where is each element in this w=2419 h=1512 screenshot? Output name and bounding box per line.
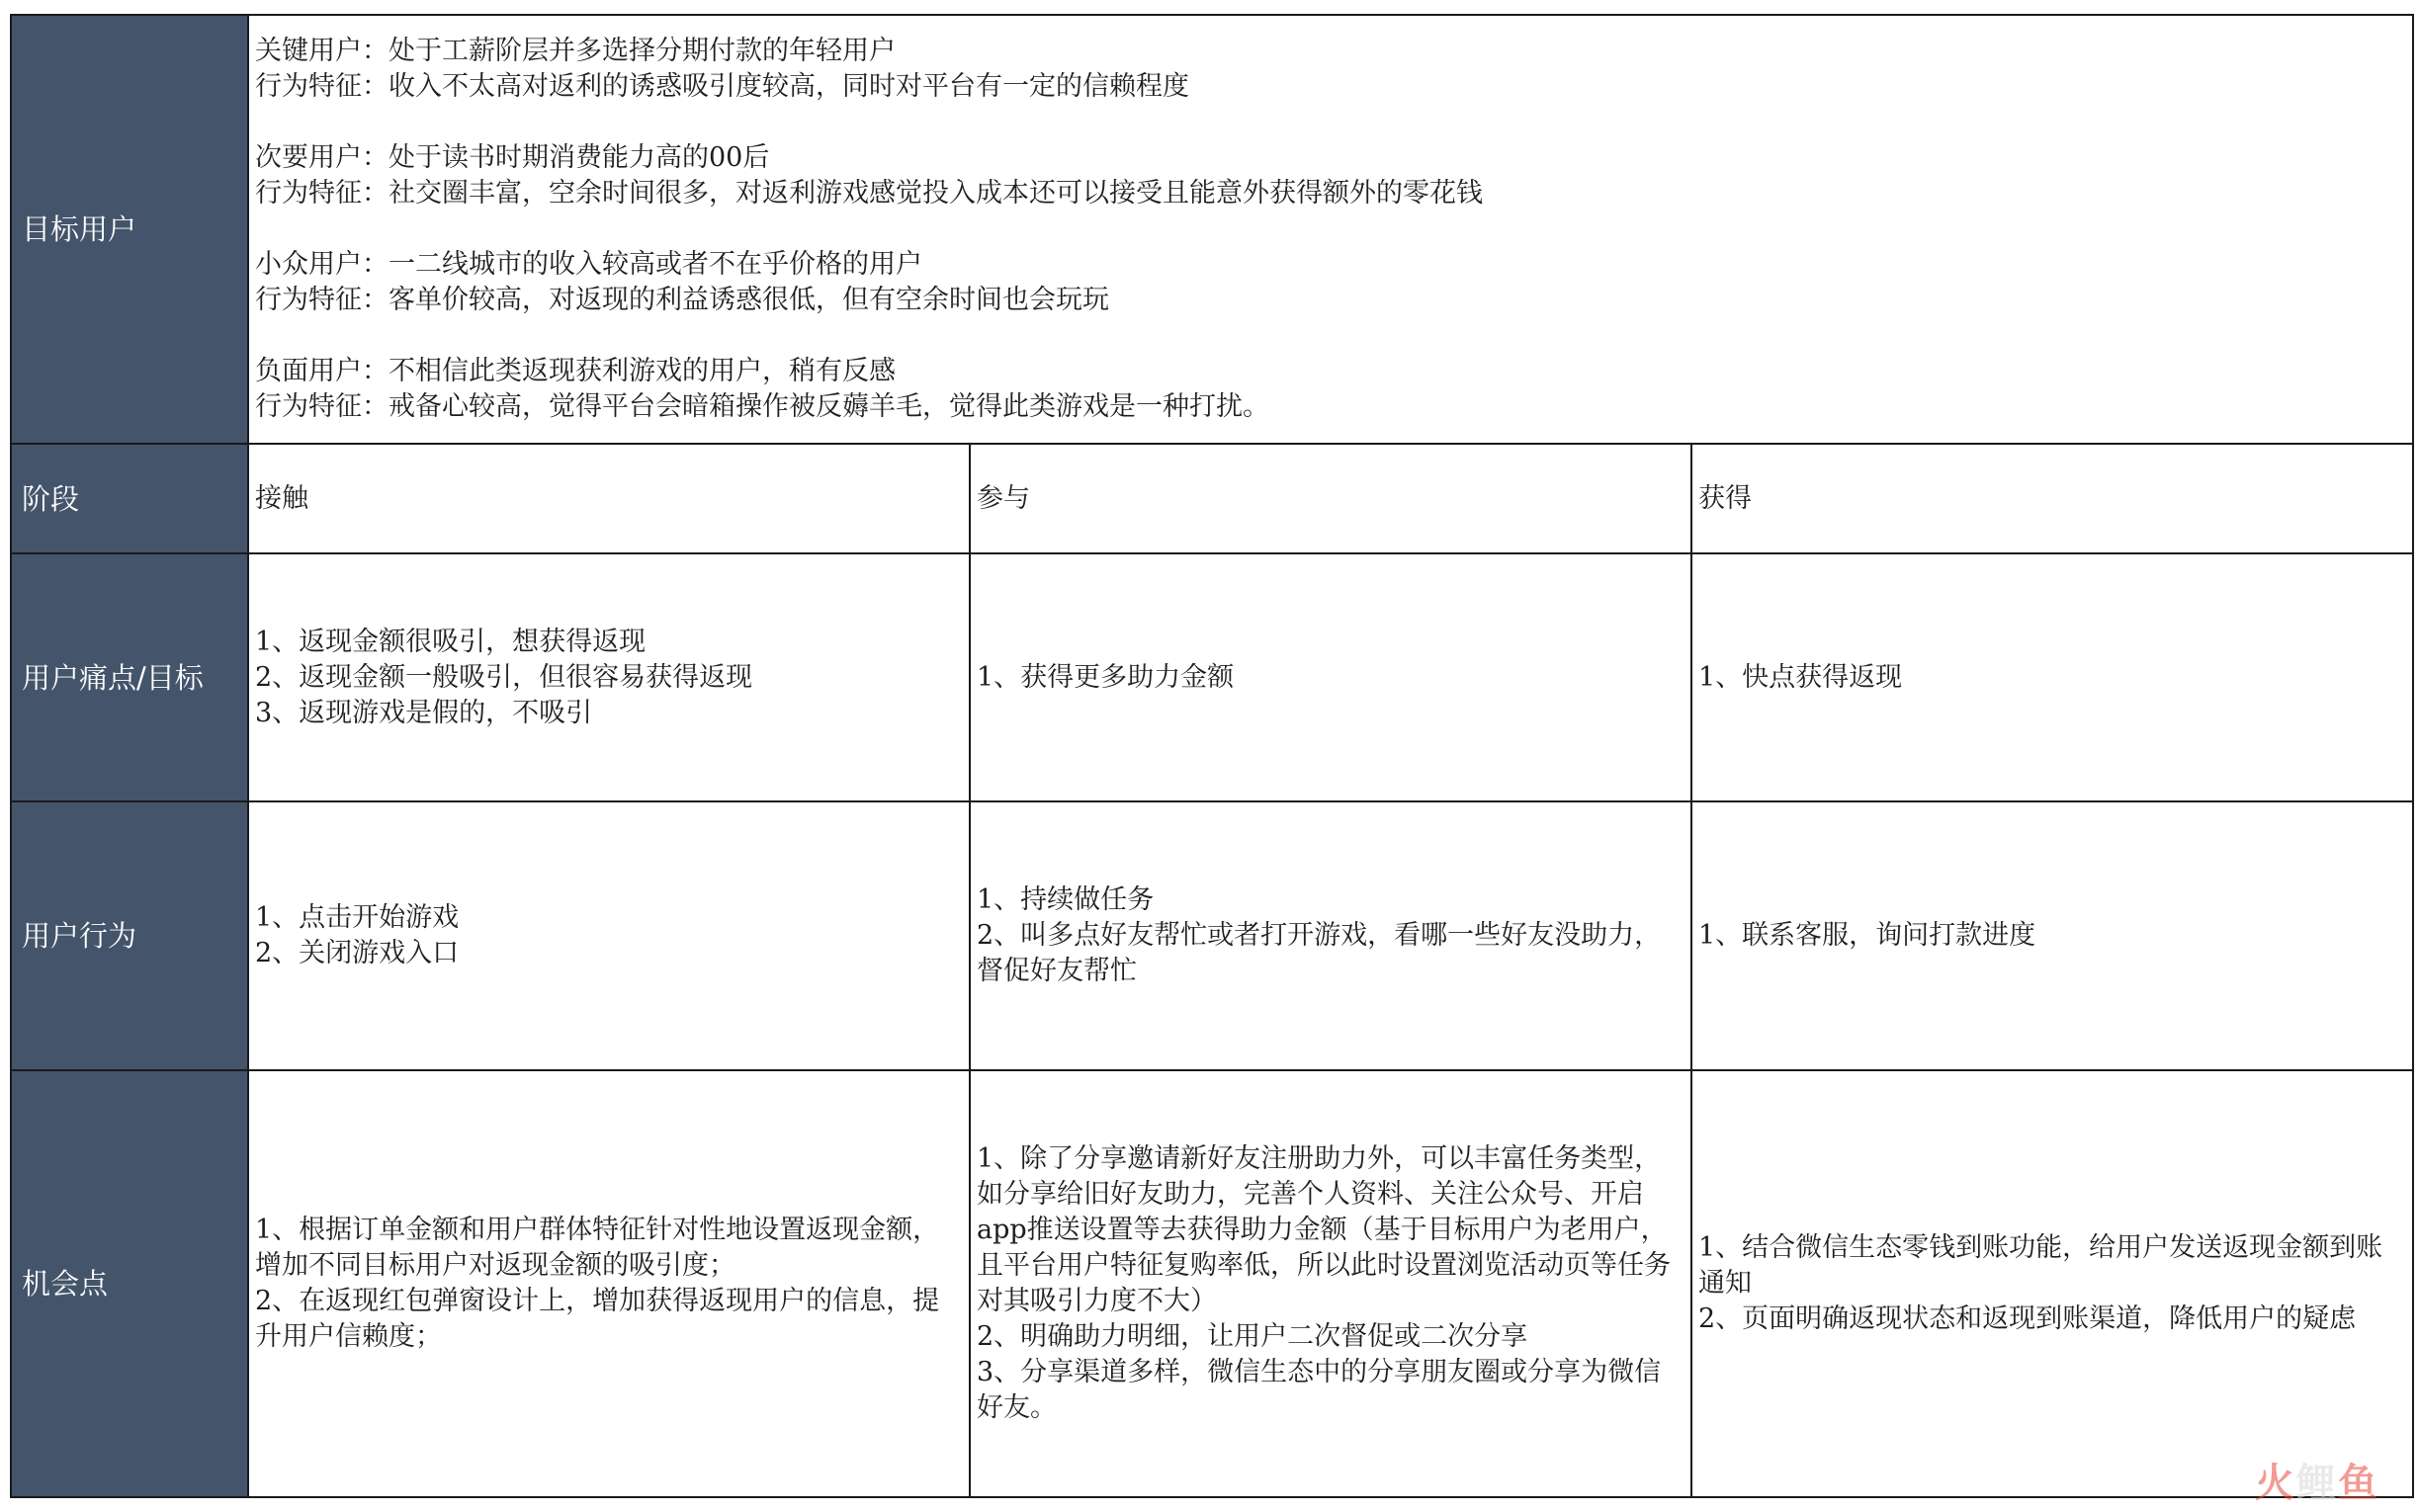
behavior-participate-cell[interactable]: 1、持续做任务 2、叫多点好友帮忙或者打开游戏，看哪一些好友没助力，督促好友帮忙 xyxy=(970,801,1691,1070)
watermark-part-3: 鱼 xyxy=(2338,1461,2379,1506)
stage-label[interactable]: 阶段 xyxy=(11,444,248,553)
opportunity-label[interactable]: 机会点 xyxy=(11,1070,248,1497)
user-behavior-label[interactable]: 用户行为 xyxy=(11,801,248,1070)
pain-points-label[interactable]: 用户痛点/目标 xyxy=(11,553,248,801)
watermark-part-2: 鲤 xyxy=(2296,1461,2338,1506)
user-behavior-row xyxy=(11,801,2413,1070)
journey-map-table xyxy=(10,14,2414,1498)
pain-participate-cell[interactable]: 1、获得更多助力金额 xyxy=(970,553,1691,801)
target-users-label[interactable]: 目标用户 xyxy=(11,15,248,444)
behavior-contact-cell[interactable]: 1、点击开始游戏 2、关闭游戏入口 xyxy=(248,801,970,1070)
watermark-logo xyxy=(2255,1452,2379,1508)
watermark-part-1: 火 xyxy=(2255,1461,2296,1506)
target-users-row xyxy=(11,15,2413,444)
stage-row xyxy=(11,444,2413,553)
stage-participate-cell[interactable]: 参与 xyxy=(970,444,1691,553)
stage-obtain-cell[interactable]: 获得 xyxy=(1691,444,2413,553)
target-users-content[interactable]: 关键用户：处于工薪阶层并多选择分期付款的年轻用户 行为特征：收入不太高对返利的诱惑吸引度较高，同时对平台有一定的信赖程度 次要用户：处于读书时期消费能力高的00后 行为特征：社交圈丰富，空余时间很多，对返利游戏感觉投入成本还可以接受且能意外获得额外的零花钱 小众用户：一二线城市的收入较高或者不在乎价格的用户 行为特征：客单价较高，对返现的利益诱惑很低，但有空余时间也会玩玩 负面用户：不相信此类返现获利游戏的用户，稍有反感 行为特征：戒备心较高，觉得平台会暗箱操作被反薅羊毛，觉得此类游戏是一种打扰。 xyxy=(248,15,2413,444)
opportunity-contact-cell[interactable]: 1、根据订单金额和用户群体特征针对性地设置返现金额，增加不同目标用户对返现金额的吸引度； 2、在返现红包弹窗设计上，增加获得返现用户的信息，提升用户信赖度； xyxy=(248,1070,970,1497)
pain-contact-cell[interactable]: 1、返现金额很吸引，想获得返现 2、返现金额一般吸引，但很容易获得返现 3、返现游戏是假的，不吸引 xyxy=(248,553,970,801)
behavior-obtain-cell[interactable]: 1、联系客服，询问打款进度 xyxy=(1691,801,2413,1070)
opportunity-participate-cell[interactable]: 1、除了分享邀请新好友注册助力外，可以丰富任务类型，如分享给旧好友助力，完善个人资料、关注公众号、开启app推送设置等去获得助力金额（基于目标用户为老用户，且平台用户特征复购率低，所以此时设置浏览活动页等任务对其吸引力度不大） 2、明确助力明细，让用户二次督促或二次分享 3、分享渠道多样，微信生态中的分享朋友圈或分享为微信好友。 xyxy=(970,1070,1691,1497)
pain-points-row xyxy=(11,553,2413,801)
opportunity-obtain-cell[interactable]: 1、结合微信生态零钱到账功能，给用户发送返现金额到账通知 2、页面明确返现状态和返现到账渠道，降低用户的疑虑 xyxy=(1691,1070,2413,1497)
stage-contact-cell[interactable]: 接触 xyxy=(248,444,970,553)
opportunity-row xyxy=(11,1070,2413,1497)
pain-obtain-cell[interactable]: 1、快点获得返现 xyxy=(1691,553,2413,801)
